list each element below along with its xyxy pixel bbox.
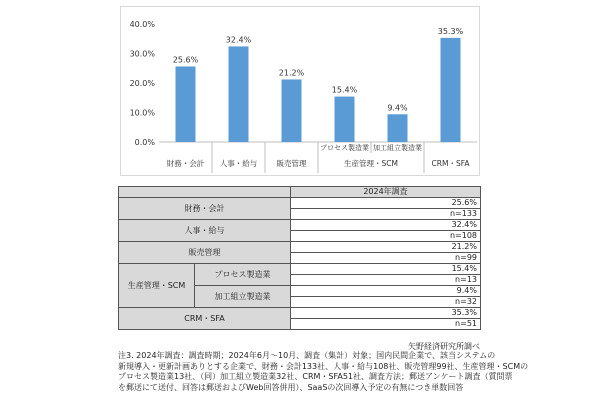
footnote-line: プロセス製造業13社、（同）加工組立製造業32社、CRM・SFA51社、調査方法；郵送アンケート調査（質問票 <box>118 372 513 381</box>
row-count: n=32 <box>291 297 481 308</box>
footnote-line: 注3. 2024年調査：調査時期；2024年6月～10月、調査（集計）対象；国内民間企業で、該当システムの <box>118 351 496 360</box>
table-header-row <box>119 187 481 198</box>
footnote <box>118 351 529 393</box>
row-label: 人事・給与 <box>119 220 291 242</box>
bar-value-label: 15.4% <box>331 85 358 95</box>
y-tick-label: 40.0% <box>129 20 155 29</box>
row-percent: 32.4% <box>291 220 481 231</box>
row-count: n=99 <box>291 253 481 264</box>
table-header-empty <box>119 187 291 198</box>
bar-value-label: 9.4% <box>387 103 408 113</box>
row-count: n=133 <box>291 209 481 220</box>
source-note: 矢野経済研究所調べ <box>408 342 480 351</box>
x-tick-label: 人事・給与 <box>219 159 258 168</box>
bar <box>176 66 196 142</box>
bar-value-label: 21.2% <box>278 68 305 78</box>
bar <box>388 114 408 142</box>
bar <box>282 79 302 142</box>
table-header-title: 2024年調査 <box>291 187 481 198</box>
table-row <box>119 264 481 275</box>
bar-chart <box>121 7 481 177</box>
x-tick-sublabel: プロセス製造業 <box>320 144 369 152</box>
row-count: n=13 <box>291 275 481 286</box>
row-percent: 15.4% <box>291 264 481 275</box>
row-label: 販売管理 <box>119 242 291 264</box>
x-tick-label: CRM・SFA <box>431 159 470 168</box>
y-tick-label: 0.0% <box>134 138 155 147</box>
table-row <box>119 242 481 253</box>
footnote-line: を郵送にて送付、回答は郵送およびWeb回答併用）、SaaSの次回導入予定の有無につき単数回答 <box>118 382 464 392</box>
row-label: CRM・SFA <box>119 308 291 330</box>
x-group-label: 生産管理・SCM <box>344 159 398 168</box>
y-tick-label: 20.0% <box>129 79 155 88</box>
x-tick-label: 財務・会計 <box>166 159 205 168</box>
data-table <box>118 186 481 330</box>
x-tick-sublabel: 加工組立製造業 <box>373 144 422 152</box>
table-row <box>119 220 481 231</box>
footnote-line: 新規導入・更新計画ありとする企業で、財務・会計133社、人事・給与108社、販売管理99社、生産管理・SCMの <box>118 361 529 371</box>
bar-value-label: 35.3% <box>437 26 464 36</box>
row-label: 財務・会計 <box>119 198 291 220</box>
row-percent: 21.2% <box>291 242 481 253</box>
row-percent: 25.6% <box>291 198 481 209</box>
group-label: 生産管理・SCM <box>119 264 195 308</box>
bar <box>441 38 461 142</box>
row-label: 加工組立製造業 <box>195 286 291 308</box>
row-percent: 9.4% <box>291 286 481 297</box>
bar <box>335 97 355 142</box>
x-tick-label: 販売管理 <box>276 159 307 168</box>
bar <box>229 46 249 142</box>
row-count: n=51 <box>291 319 481 330</box>
row-count: n=108 <box>291 231 481 242</box>
table-row <box>119 198 481 209</box>
chart-frame <box>120 6 480 176</box>
bar-value-label: 32.4% <box>225 35 252 45</box>
y-tick-label: 10.0% <box>129 108 155 118</box>
table-row <box>119 308 481 319</box>
row-percent: 35.3% <box>291 308 481 319</box>
row-label: プロセス製造業 <box>195 264 291 286</box>
y-tick-label: 30.0% <box>129 49 155 59</box>
bar-value-label: 25.6% <box>172 55 199 65</box>
